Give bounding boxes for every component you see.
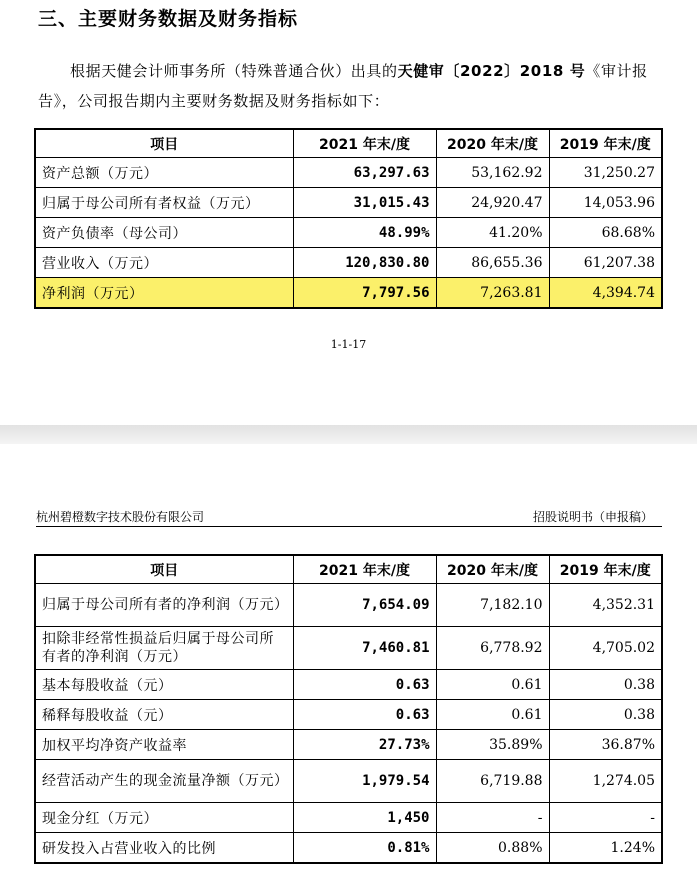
column-header-2021: 2021 年末/度 — [293, 129, 436, 158]
column-header-item: 项目 — [35, 555, 293, 584]
table-row — [35, 627, 662, 670]
value-2019: 0.38 — [549, 670, 662, 700]
value-2021: 1,450 — [293, 803, 436, 833]
row-label: 经营活动产生的现金流量净额（万元） — [35, 760, 293, 803]
value-2019: 4,352.31 — [549, 584, 662, 627]
row-label: 现金分红（万元） — [35, 803, 293, 833]
financial-data-table-2 — [34, 554, 663, 864]
value-2019: 0.38 — [549, 700, 662, 730]
row-label: 资产总额（万元） — [35, 158, 293, 188]
table-header-row — [35, 129, 662, 158]
value-2021: 31,015.43 — [293, 188, 436, 218]
column-header-2021: 2021 年末/度 — [293, 555, 436, 584]
value-2020: 35.89% — [436, 730, 549, 760]
column-header-2020: 2020 年末/度 — [436, 555, 549, 584]
intro-text-part2: 《审计报告》，公司报告期内主要财务数据及财务指标如下： — [38, 62, 648, 110]
value-2020: 24,920.47 — [436, 188, 549, 218]
table-row — [35, 700, 662, 730]
value-2021: 63,297.63 — [293, 158, 436, 188]
value-2020: 86,655.36 — [436, 248, 549, 278]
value-2020: 53,162.92 — [436, 158, 549, 188]
value-2020: - — [436, 803, 549, 833]
running-header-doc-type: 招股说明书（申报稿） — [532, 510, 653, 524]
value-2019: 31,250.27 — [549, 158, 662, 188]
value-2019: 1,274.05 — [549, 760, 662, 803]
value-2021: 7,460.81 — [293, 627, 436, 670]
intro-paragraph — [38, 56, 663, 116]
value-2021: 27.73% — [293, 730, 436, 760]
column-header-item: 项目 — [35, 129, 293, 158]
column-header-2020: 2020 年末/度 — [436, 129, 549, 158]
running-header-company: 杭州碧橙数字技术股份有限公司 — [36, 510, 205, 524]
header-rule — [36, 526, 662, 527]
document-page-2 — [0, 444, 697, 876]
value-2021: 48.99% — [293, 218, 436, 248]
table-row-highlighted — [35, 278, 662, 309]
value-2019: 14,053.96 — [549, 188, 662, 218]
row-label: 稀释每股收益（元） — [35, 700, 293, 730]
value-2019: 1.24% — [549, 833, 662, 864]
section-title: 三、主要财务数据及财务指标 — [38, 8, 299, 30]
row-label: 营业收入（万元） — [35, 248, 293, 278]
row-label: 资产负债率（母公司） — [35, 218, 293, 248]
table-row — [35, 833, 662, 864]
value-2019: 68.68% — [549, 218, 662, 248]
table-header-row — [35, 555, 662, 584]
row-label: 归属于母公司所有者权益（万元） — [35, 188, 293, 218]
row-label: 基本每股收益（元） — [35, 670, 293, 700]
value-2021: 0.81% — [293, 833, 436, 864]
table-row — [35, 760, 662, 803]
value-2021: 7,797.56 — [293, 278, 436, 309]
value-2019: - — [549, 803, 662, 833]
table-row — [35, 670, 662, 700]
value-2019: 4,705.02 — [549, 627, 662, 670]
value-2020: 6,719.88 — [436, 760, 549, 803]
value-2020: 7,263.81 — [436, 278, 549, 309]
value-2019: 36.87% — [549, 730, 662, 760]
financial-data-table-1 — [34, 128, 663, 309]
column-header-2019: 2019 年末/度 — [549, 129, 662, 158]
value-2020: 6,778.92 — [436, 627, 549, 670]
value-2021: 0.63 — [293, 700, 436, 730]
value-2019: 4,394.74 — [549, 278, 662, 309]
table-row — [35, 188, 662, 218]
intro-text-part1: 根据天健会计师事务所（特殊普通合伙）出具的 — [70, 62, 398, 80]
row-label: 扣除非经常性损益后归属于母公司所有者的净利润（万元） — [35, 627, 293, 670]
table-row — [35, 803, 662, 833]
table-row — [35, 730, 662, 760]
column-header-2019: 2019 年末/度 — [549, 555, 662, 584]
row-label: 研发投入占营业收入的比例 — [35, 833, 293, 864]
value-2021: 0.63 — [293, 670, 436, 700]
audit-report-number: 天健审〔2022〕2018 号 — [397, 62, 586, 80]
table-row — [35, 584, 662, 627]
row-label: 归属于母公司所有者的净利润（万元） — [35, 584, 293, 627]
page-separator — [0, 425, 697, 444]
value-2021: 120,830.80 — [293, 248, 436, 278]
value-2020: 7,182.10 — [436, 584, 549, 627]
document-page-1 — [0, 0, 697, 425]
value-2019: 61,207.38 — [549, 248, 662, 278]
page-number: 1-1-17 — [330, 338, 367, 351]
row-label: 加权平均净资产收益率 — [35, 730, 293, 760]
value-2020: 0.61 — [436, 700, 549, 730]
table-row — [35, 218, 662, 248]
value-2021: 7,654.09 — [293, 584, 436, 627]
table-row — [35, 158, 662, 188]
table-row — [35, 248, 662, 278]
value-2020: 41.20% — [436, 218, 549, 248]
value-2020: 0.61 — [436, 670, 549, 700]
row-label: 净利润（万元） — [35, 278, 293, 309]
value-2020: 0.88% — [436, 833, 549, 864]
value-2021: 1,979.54 — [293, 760, 436, 803]
